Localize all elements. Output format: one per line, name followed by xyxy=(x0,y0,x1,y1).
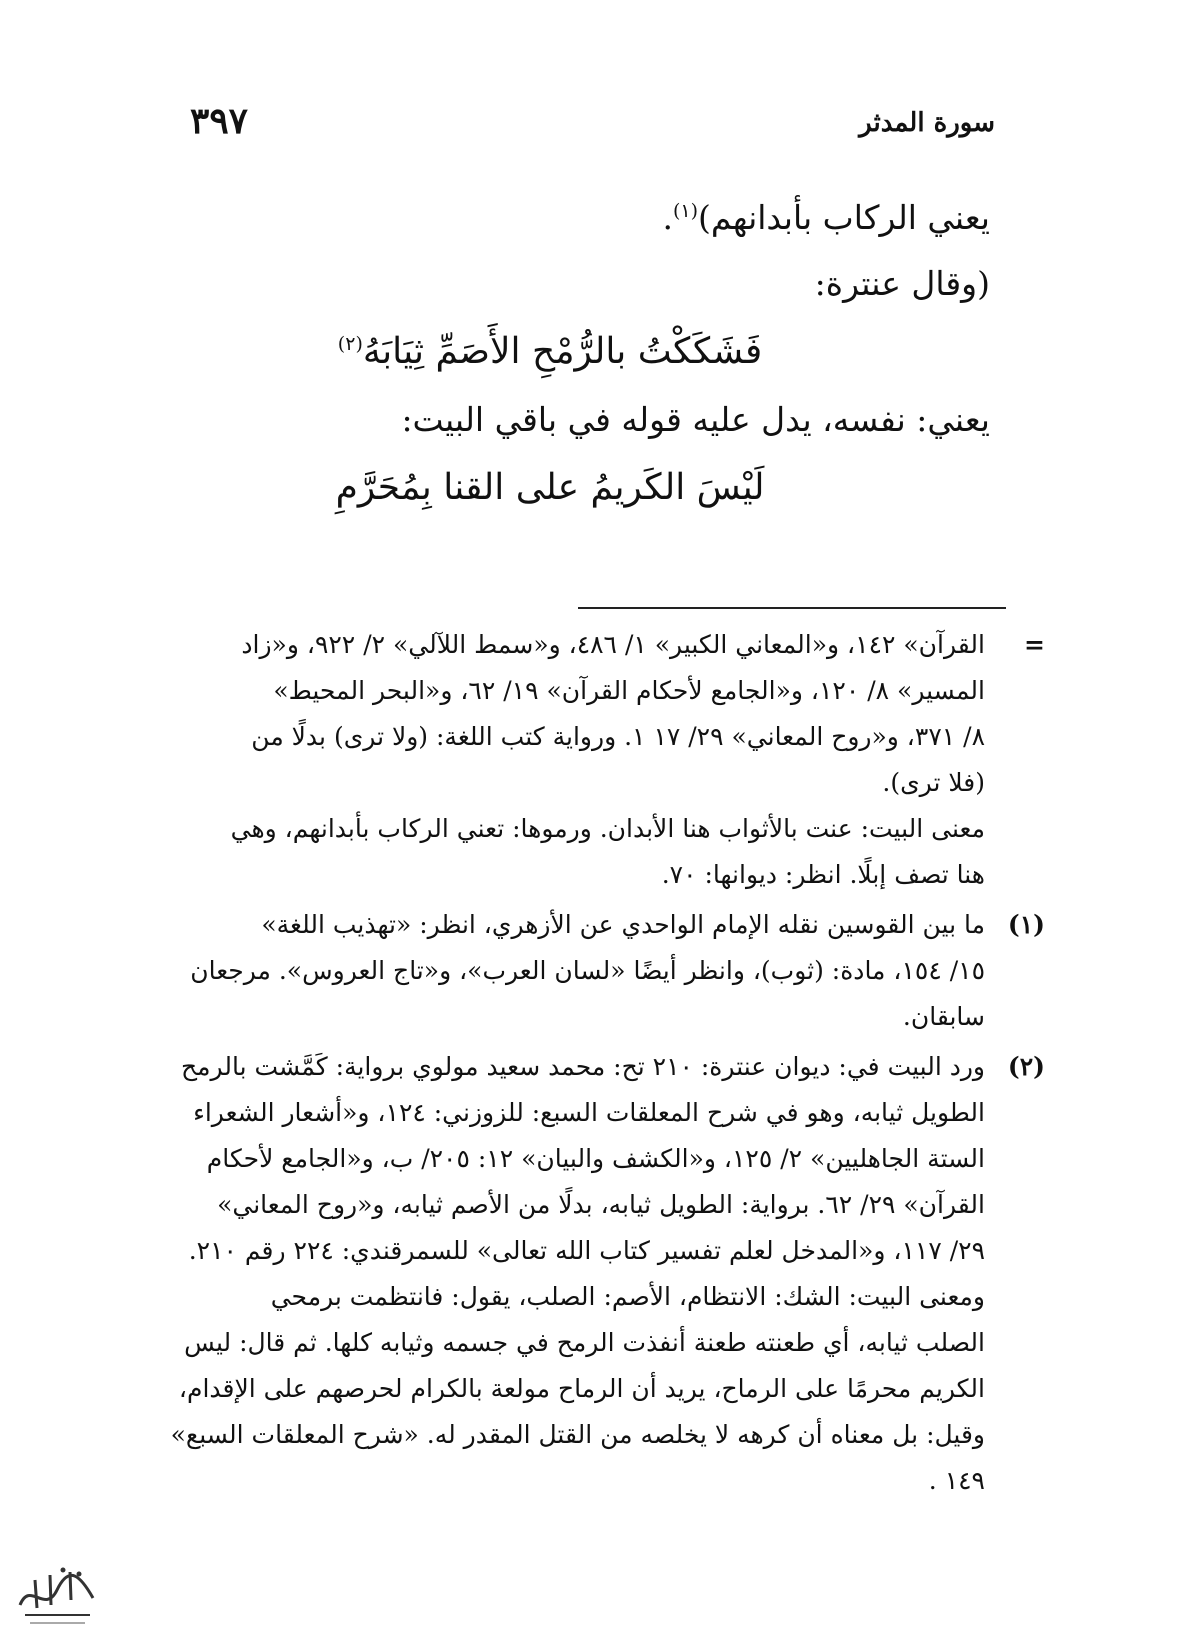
surah-title: سورة المدثر xyxy=(859,108,995,138)
poem-verse-1: فَشَكَكْتُ بالرُّمْحِ الأَصَمِّ ثِيَابَهُ$^{(٢)}$ xyxy=(337,331,763,372)
footnote-label: (١) xyxy=(1007,910,1045,939)
page-header xyxy=(190,100,995,150)
footnote-label: = xyxy=(1024,630,1045,659)
text-line-2: (وقال عنترة: xyxy=(814,264,990,303)
page-number: ٣٩٧ xyxy=(190,100,249,142)
footnote-separator xyxy=(578,607,1006,609)
almoshaf-logo-icon xyxy=(15,1560,100,1630)
footnote-ref-1: (١) xyxy=(672,200,699,222)
footnote-text: القرآن» ١٤٢، و«المعاني الكبير» ١/ ٤٨٦، و«سمط اللآلي» ٢/ ٩٢٢، و«زاد المسير» ٨/ ١٢٠، و«الجامع لأحكام القرآن» ١٩/ ٦٢، و«البحر المحيط» ٨/ ٣٧١، و«روح المعاني» ٢٩/ ١٧ ١. ورواية كتب اللغة: (ولا ترى) بدلًا من (فلا ترى). معنى البيت: عنت بالأثواب هنا الأبدان. ورموها: تعني الركاب بأبدانهم، وهي هنا تصف إبلًا. انظر: ديوانها: ٧٠. xyxy=(230,630,985,889)
footnote-continued xyxy=(120,622,1045,898)
footnotes xyxy=(120,622,1045,1508)
poem-verse-2: لَيْسَ الكَريمُ على القنا بِمُحَرَّمِ xyxy=(335,467,765,508)
footnote-2 xyxy=(120,1044,1045,1504)
footnote-1 xyxy=(120,902,1045,1040)
text-line-1: يعني الركاب بأبدانهم)$^{(١)}$. xyxy=(662,198,990,237)
text-line-3: يعني: نفسه، يدل عليه قوله في باقي البيت: xyxy=(401,400,990,439)
footnote-label: (٢) xyxy=(1007,1052,1045,1081)
footnote-text: ورد البيت في: ديوان عنترة: ٢١٠ تح: محمد سعيد مولوي برواية: كَمَّشت بالرمح الطويل ثيابه، وهو في شرح المعلقات السبع: للزوزني: ١٢٤، و«أشعار الشعراء الستة الجاهليين» ٢/ ١٢٥، و«الكشف والبيان» ١٢: ٢٠٥/ ب، و«الجامع لأحكام القرآن» ٢٩/ ٦٢. برواية: الطويل ثيابه، بدلًا من الأصم ثيابه، و«روح المعاني» ٢٩/ ١١٧، و«المدخل لعلم تفسير كتاب الله تعالى» للسمرقندي: ٢٢٤ رقم ٢١٠. ومعنى البيت: الشك: الانتظام، الأصم: الصلب، يقول: فانتظمت برمحي الصلب ثيابه، أي طعنته طعنة أنفذت الرمح في جسمه وثيابه كلها. ثم قال: ليس الكريم محرمًا على الرماح، يريد أن الرماح مولعة بالكرام لحرصهم على الإقدام، وقيل: بل معناه أن كرهه لا يخلصه من القتل المقدر له. «شرح المعلقات السبع» ١٤٩ . xyxy=(170,1052,985,1495)
main-text xyxy=(190,185,990,523)
footnote-text: ما بين القوسين نقله الإمام الواحدي عن الأزهري، انظر: «تهذيب اللغة» ١٥/ ١٥٤، مادة: (ثوب)، وانظر أيضًا «لسان العرب»، و«تاج العروس». مرجعان سابقان. xyxy=(190,910,985,1031)
footnote-ref-2: (٢) xyxy=(337,333,363,355)
